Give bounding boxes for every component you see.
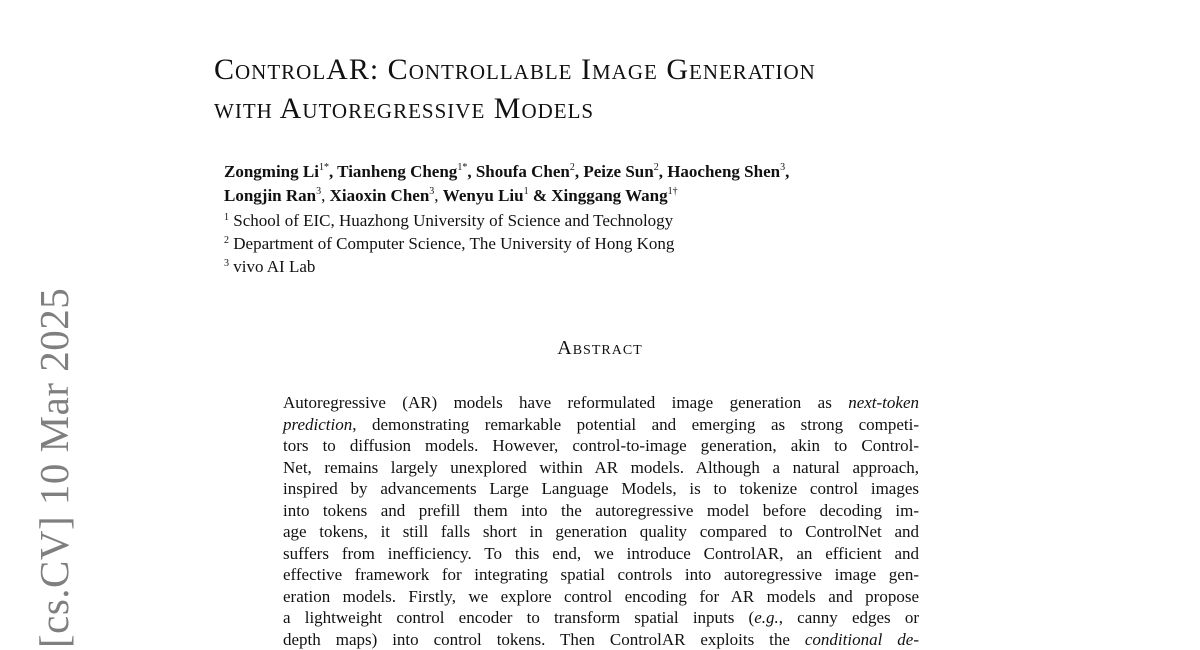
affiliation-text: Department of Computer Science, The University of Hong Kong bbox=[233, 234, 674, 253]
author-line-1 bbox=[224, 162, 789, 181]
author-separator: & bbox=[529, 186, 552, 205]
author-separator: , bbox=[659, 162, 668, 181]
author-name: Xinggang Wang bbox=[551, 186, 667, 205]
author-affil-mark: 2 bbox=[570, 162, 575, 173]
author-name: Wenyu Liu bbox=[443, 186, 524, 205]
arxiv-side-stamp: [cs.CV] 10 Mar 2025 bbox=[30, 288, 78, 648]
abstract-line: a lightweight control encoder to transform spatial inputs (e.g., canny edges or bbox=[283, 607, 919, 629]
abstract-heading: Abstract bbox=[0, 337, 1200, 360]
author-affil-mark: 2 bbox=[654, 162, 659, 173]
abstract-line: inspired by advancements Large Language Models, is to tokenize control images bbox=[283, 478, 919, 500]
author-name: Longjin Ran bbox=[224, 186, 316, 205]
author-separator: , bbox=[329, 162, 337, 181]
paper-title bbox=[214, 50, 1074, 128]
author-separator: , bbox=[467, 162, 476, 181]
abstract-line: age tokens, it still falls short in generation quality compared to ControlNet and bbox=[283, 521, 919, 543]
author-list bbox=[224, 160, 984, 208]
abstract-line: Net, remains largely unexplored within AR models. Although a natural approach, bbox=[283, 457, 919, 479]
author-separator: , bbox=[785, 162, 789, 181]
author-affil-mark: 1* bbox=[457, 162, 467, 173]
title-line-2: with Autoregressive Models bbox=[214, 89, 1074, 128]
abstract-line: eration models. Firstly, we explore control encoding for AR models and propose bbox=[283, 586, 919, 608]
abstract-line: into tokens and prefill them into the autoregressive model before decoding im- bbox=[283, 500, 919, 522]
author-separator: , bbox=[434, 186, 443, 205]
affiliation-number: 3 bbox=[224, 258, 229, 269]
author-name: Shoufa Chen bbox=[476, 162, 570, 181]
author-affil-mark: 3 bbox=[780, 162, 785, 173]
author-name: Xiaoxin Chen bbox=[330, 186, 430, 205]
affiliation-1 bbox=[224, 210, 673, 232]
abstract-line: tors to diffusion models. However, control-to-image generation, akin to Control- bbox=[283, 435, 919, 457]
author-affil-mark: 1 bbox=[524, 186, 529, 197]
author-name: Haocheng Shen bbox=[667, 162, 780, 181]
author-name: Zongming Li bbox=[224, 162, 319, 181]
affiliation-number: 2 bbox=[224, 235, 229, 246]
author-separator: , bbox=[321, 186, 330, 205]
author-affil-mark: 1* bbox=[319, 162, 329, 173]
abstract-line: suffers from inefficiency. To this end, we introduce ControlAR, an efficient and bbox=[283, 543, 919, 565]
author-name: Tianheng Cheng bbox=[337, 162, 457, 181]
abstract-body bbox=[283, 392, 919, 650]
author-affil-mark: 1† bbox=[668, 186, 678, 197]
affiliation-3 bbox=[224, 256, 315, 278]
abstract-line: effective framework for integrating spatial controls into autoregressive image gen- bbox=[283, 564, 919, 586]
author-affil-mark: 3 bbox=[429, 186, 434, 197]
affiliation-2 bbox=[224, 233, 674, 255]
title-line-1: ControlAR: Controllable Image Generation bbox=[214, 50, 1074, 89]
abstract-line: prediction, demonstrating remarkable potential and emerging as strong competi- bbox=[283, 414, 919, 436]
author-line-2 bbox=[224, 186, 678, 205]
author-name: Peize Sun bbox=[583, 162, 653, 181]
author-affil-mark: 3 bbox=[316, 186, 321, 197]
affiliation-text: School of EIC, Huazhong University of Science and Technology bbox=[233, 211, 673, 230]
affiliation-number: 1 bbox=[224, 212, 229, 223]
author-separator: , bbox=[575, 162, 584, 181]
abstract-line: depth maps) into control tokens. Then ControlAR exploits the conditional de- bbox=[283, 629, 919, 650]
affiliation-text: vivo AI Lab bbox=[233, 257, 315, 276]
abstract-line: Autoregressive (AR) models have reformulated image generation as next-token bbox=[283, 392, 919, 414]
